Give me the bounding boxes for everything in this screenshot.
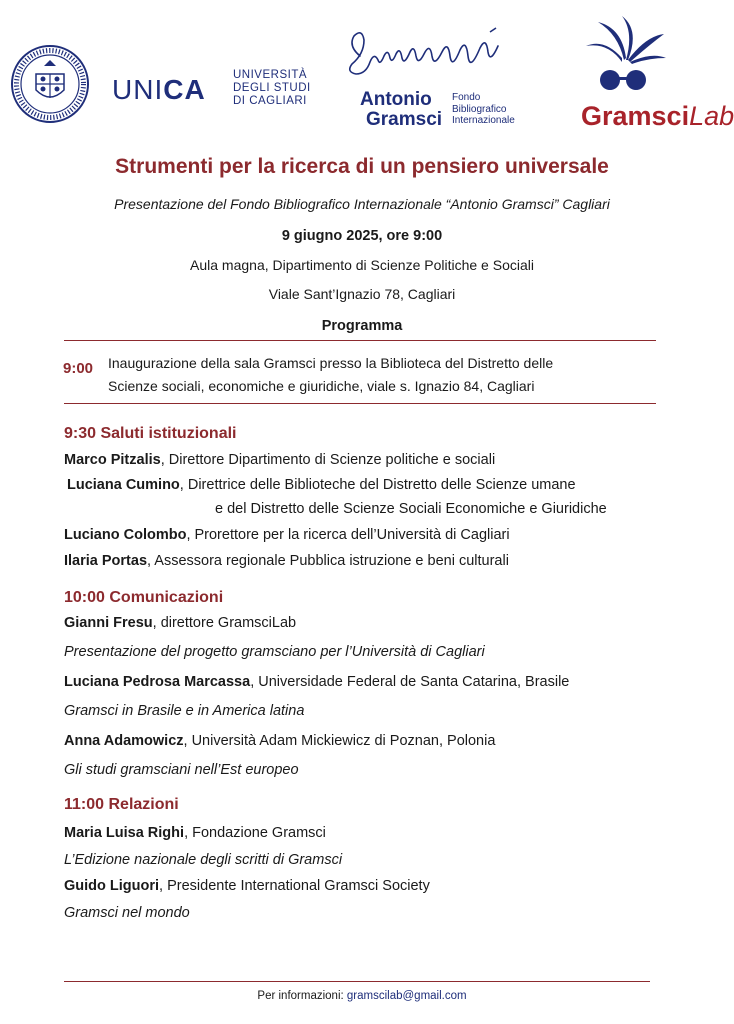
university-name-line: UNIVERSITÀ (233, 69, 308, 81)
speaker-name: Ilaria Portas (64, 553, 148, 569)
section-heading-comunicazioni: 10:00 Comunicazioni (64, 589, 224, 606)
speaker-role: , Direttore Dipartimento di Scienze politiche e sociali (160, 452, 496, 468)
talk-title-text: Gli studi gramsciani nell’Est europeo (64, 762, 299, 778)
talk-title-text: Presentazione del progetto gramsciano per l’Università di Cagliari (64, 644, 485, 660)
section-heading-relazioni: 11:00 Relazioni (64, 796, 179, 813)
speaker-name: Luciana Pedrosa Marcassa (64, 674, 251, 690)
speaker-name: Luciana Cumino (67, 477, 180, 493)
fondo-line: Fondo (452, 92, 481, 103)
unica-logo-light: UNI (112, 74, 164, 105)
speaker-role: , Assessora regionale Pubblica istruzione e beni culturali (147, 553, 509, 569)
event-title: Strumenti per la ricerca di un pensiero universale (115, 155, 609, 178)
speaker-name: Gianni Fresu (64, 615, 153, 631)
contact-email-link[interactable]: gramscilab@gmail.com (346, 990, 467, 1002)
gramscilab-wordmark-italic: Lab (689, 101, 734, 131)
event-address: Viale Sant’Ignazio 78, Cagliari (268, 286, 456, 302)
speaker-name: Marco Pitzalis (64, 452, 161, 468)
speaker-role-continuation: e del Distretto delle Scienze Sociali Economiche e Giuridiche (215, 501, 607, 517)
speaker-line (64, 733, 495, 749)
event-date: 9 giugno 2025, ore 9:00 (281, 228, 443, 244)
university-seal-logo (10, 44, 90, 124)
speaker-line (67, 477, 576, 493)
footer-contact (0, 990, 724, 1002)
talk-title-text: L’Edizione nazionale degli scritti di Gramsci (64, 852, 343, 868)
fondo-bibliografico-label (452, 92, 515, 127)
university-name-line: DI CAGLIARI (233, 95, 307, 107)
speaker-line (64, 878, 430, 894)
speaker-line (64, 553, 509, 569)
speaker-role: , Prorettore per la ricerca dell’Università di Cagliari (186, 527, 510, 543)
speaker-role: , Fondazione Gramsci (184, 825, 326, 841)
speaker-line (64, 674, 569, 690)
speaker-name: Anna Adamowicz (64, 733, 184, 749)
speaker-role: , Presidente International Gramsci Society (159, 878, 430, 894)
gramscilab-wordmark-bold: Gramsci (581, 101, 690, 131)
inauguration-line: Scienze sociali, economiche e giuridiche, viale s. Ignazio 84, Cagliari (108, 378, 535, 394)
speaker-name: Luciano Colombo (64, 527, 187, 543)
unica-logo (112, 74, 206, 106)
speaker-line (64, 615, 296, 631)
speaker-line (64, 527, 510, 543)
divider (64, 981, 650, 982)
speaker-role: , Direttrice delle Biblioteche del Distretto delle Scienze umane (179, 477, 576, 493)
talk-title-text: Gramsci in Brasile e in America latina (64, 703, 305, 719)
gramsci-signature-logo (340, 26, 510, 86)
speaker-role: , direttore GramsciLab (152, 615, 297, 631)
section-heading-saluti: 9:30 Saluti istituzionali (64, 425, 237, 442)
fondo-line: Internazionale (452, 115, 515, 126)
talk-title (64, 905, 190, 921)
antonio-gramsci-wordmark (360, 90, 442, 130)
programma-heading: Programma (321, 318, 403, 334)
divider (64, 403, 656, 404)
speaker-role: , Università Adam Mickiewicz di Poznan, Polonia (183, 733, 496, 749)
gramscilab-wordmark (581, 101, 734, 132)
speaker-role: , Universidade Federal de Santa Catarina, Brasile (250, 674, 570, 690)
event-venue: Aula magna, Dipartimento di Scienze Politiche e Sociali (190, 257, 534, 273)
footer-label: Per informazioni: (257, 990, 347, 1002)
event-subtitle: Presentazione del Fondo Bibliografico Internazionale “Antonio Gramsci” Cagliari (114, 196, 610, 212)
gramscilab-glasses-icon (578, 12, 668, 96)
speaker-name: Maria Luisa Righi (64, 825, 185, 841)
speaker-line (64, 452, 495, 468)
wordmark-line: Gramsci (366, 109, 443, 130)
wordmark-line: Antonio (360, 89, 432, 110)
fondo-line: Bibliografico (452, 103, 507, 115)
speaker-name: Guido Liguori (64, 878, 160, 894)
talk-title (64, 852, 342, 868)
university-name (233, 69, 311, 108)
talk-title (64, 644, 485, 660)
university-name-line: DEGLI STUDI (233, 82, 311, 94)
speaker-line (64, 825, 326, 841)
inauguration-line: Inaugurazione della sala Gramsci presso la Biblioteca del Distretto delle (108, 355, 554, 371)
inauguration-time: 9:00 (63, 360, 94, 377)
inauguration-text (108, 352, 668, 398)
divider (64, 340, 656, 341)
talk-title-text: Gramsci nel mondo (64, 905, 190, 921)
unica-logo-bold: CA (163, 74, 206, 105)
talk-title (64, 762, 299, 778)
talk-title (64, 703, 304, 719)
